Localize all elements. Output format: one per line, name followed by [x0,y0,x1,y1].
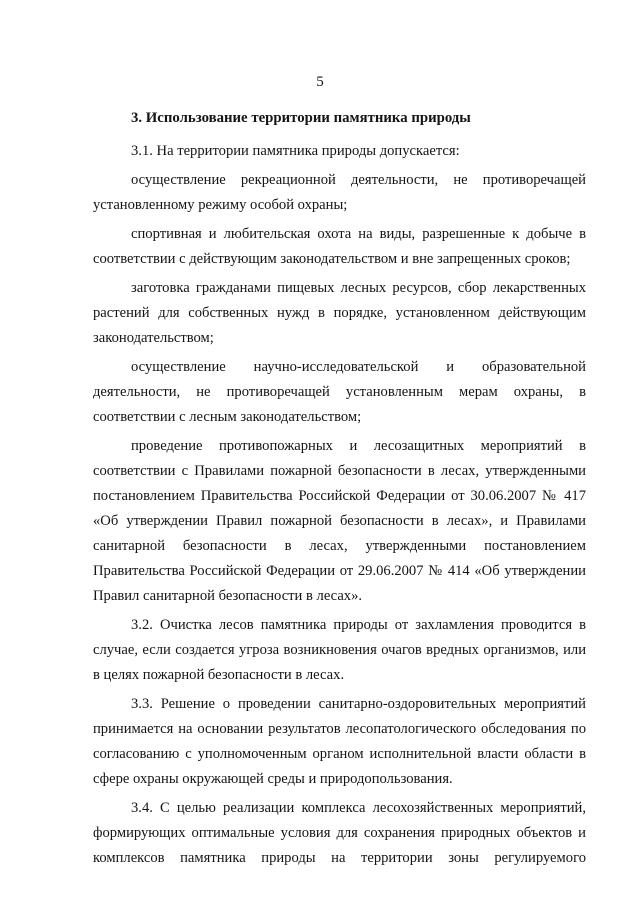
paragraph-3-4: 3.4. С целью реализации комплекса лесохозяйственных мероприятий, формирующих оптимальные условия для сохранения природных объектов и комплексов памятника природы на территории зоны регулируемого [93,800,586,866]
paragraph-3-1-intro: 3.1. На территории памятника природы допускается: [131,143,460,159]
paragraph-3-3: 3.3. Решение о проведении санитарно-оздоровительных мероприятий принимается на основании результатов лесопатологического обследования по согласованию с уполномоченным органом исполнительной власти области в сфере охраны окружающей среды и природопользования. [93,696,586,787]
paragraph-hunting: спортивная и любительская охота на виды, разрешенные к добыче в соответствии с действующим законодательством и вне запрещенных сроков; [93,226,586,267]
paragraph-forest-resources: заготовка гражданами пищевых лесных ресурсов, сбор лекарственных растений для собственных нужд в порядке, установленном действующим законодательством; [93,280,586,346]
section-heading: 3. Использование территории памятника природы [131,110,471,126]
paragraph-3-2: 3.2. Очистка лесов памятника природы от захламления проводится в случае, если создается угроза возникновения очагов вредных организмов, или в целях пожарной безопасности в лесах. [93,617,586,683]
paragraph-fire-protection: проведение противопожарных и лесозащитных мероприятий в соответствии с Правилами пожарной безопасности в лесах, утвержденными постановлением Правительства Российской Федерации от 30.06.2007 № 417 «Об утверждении Правил пожарной безопасности в лесах», и Правилами санитарной безопасности в лесах, утвержденными постановлением Правительства Российской Федерации от 29.06.2007 № 414 «Об утверждении Правил санитарной безопасности в лесах». [93,438,586,604]
paragraph-research: осуществление научно-исследовательской и образовательной деятельности, не противоречащей установленным мерам охраны, в соответствии с лесным законодательством; [93,359,586,425]
body-text [93,139,586,871]
page-number: 5 [316,74,324,90]
paragraph-recreation: осуществление рекреационной деятельности, не противоречащей установленному режиму особой охраны; [93,172,586,213]
